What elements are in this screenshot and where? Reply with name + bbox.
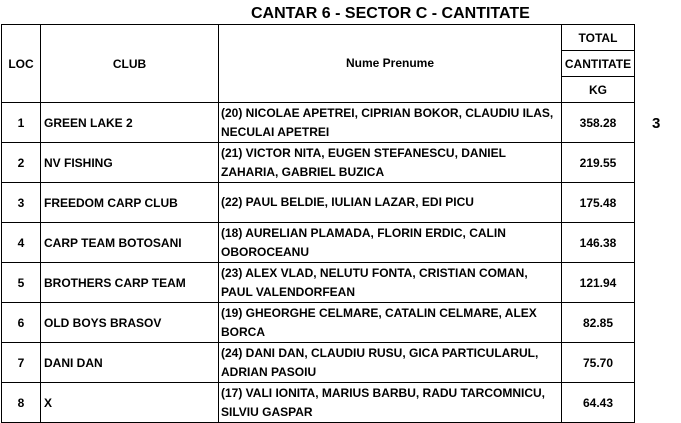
- names-cell: (19) GHEORGHE CELMARE, CATALIN CELMARE, ALEX BORCA: [219, 303, 562, 343]
- kg-cell: 121.94: [562, 263, 635, 303]
- loc-cell: 5: [2, 263, 41, 303]
- loc-cell: 6: [2, 303, 41, 343]
- table-row: [2, 223, 635, 263]
- kg-cell: 64.43: [562, 383, 635, 423]
- loc-cell: 8: [2, 383, 41, 423]
- club-cell: CARP TEAM BOTOSANI: [41, 223, 219, 263]
- names-cell: (22) PAUL BELDIE, IULIAN LAZAR, EDI PICU: [219, 183, 562, 223]
- header-total: TOTAL: [562, 25, 635, 51]
- names-cell: (21) VICTOR NITA, EUGEN STEFANESCU, DANIEL ZAHARIA, GABRIEL BUZICA: [219, 143, 562, 183]
- loc-cell: 2: [2, 143, 41, 183]
- club-cell: FREEDOM CARP CLUB: [41, 183, 219, 223]
- names-cell: (17) VALI IONITA, MARIUS BARBU, RADU TARCOMNICU, SILVIU GASPAR: [219, 383, 562, 423]
- table-row: [2, 143, 635, 183]
- names-cell: (20) NICOLAE APETREI, CIPRIAN BOKOR, CLAUDIU ILAS, NECULAI APETREI: [219, 103, 562, 143]
- club-cell: OLD BOYS BRASOV: [41, 303, 219, 343]
- table-row: [2, 183, 635, 223]
- table-row: [2, 343, 635, 383]
- kg-cell: 219.55: [562, 143, 635, 183]
- club-cell: BROTHERS CARP TEAM: [41, 263, 219, 303]
- table-row: [2, 383, 635, 423]
- header-cantitate: CANTITATE: [562, 51, 635, 77]
- header-loc: LOC: [2, 25, 41, 103]
- table-row: [2, 103, 635, 143]
- kg-cell: 82.85: [562, 303, 635, 343]
- header-name: Nume Prenume: [219, 25, 562, 103]
- club-cell: GREEN LAKE 2: [41, 103, 219, 143]
- kg-cell: 175.48: [562, 183, 635, 223]
- club-cell: NV FISHING: [41, 143, 219, 183]
- names-cell: (23) ALEX VLAD, NELUTU FONTA, CRISTIAN COMAN, PAUL VALENDORFEAN: [219, 263, 562, 303]
- results-table: [1, 24, 635, 423]
- kg-cell: 358.28: [562, 103, 635, 143]
- header-club: CLUB: [41, 25, 219, 103]
- loc-cell: 7: [2, 343, 41, 383]
- loc-cell: 1: [2, 103, 41, 143]
- kg-cell: 146.38: [562, 223, 635, 263]
- page-title: CANTAR 6 - SECTOR C - CANTITATE: [251, 5, 530, 22]
- loc-cell: 3: [2, 183, 41, 223]
- club-cell: X: [41, 383, 219, 423]
- loc-cell: 4: [2, 223, 41, 263]
- sector-number: 3: [652, 115, 661, 132]
- table-row: [2, 303, 635, 343]
- names-cell: (24) DANI DAN, CLAUDIU RUSU, GICA PARTICULARUL, ADRIAN PASOIU: [219, 343, 562, 383]
- club-cell: DANI DAN: [41, 343, 219, 383]
- header-kg: KG: [562, 77, 635, 103]
- table-row: [2, 263, 635, 303]
- title-bar: [0, 0, 681, 24]
- kg-cell: 75.70: [562, 343, 635, 383]
- names-cell: (18) AURELIAN PLAMADA, FLORIN ERDIC, CALIN OBOROCEANU: [219, 223, 562, 263]
- header-row: [2, 25, 635, 51]
